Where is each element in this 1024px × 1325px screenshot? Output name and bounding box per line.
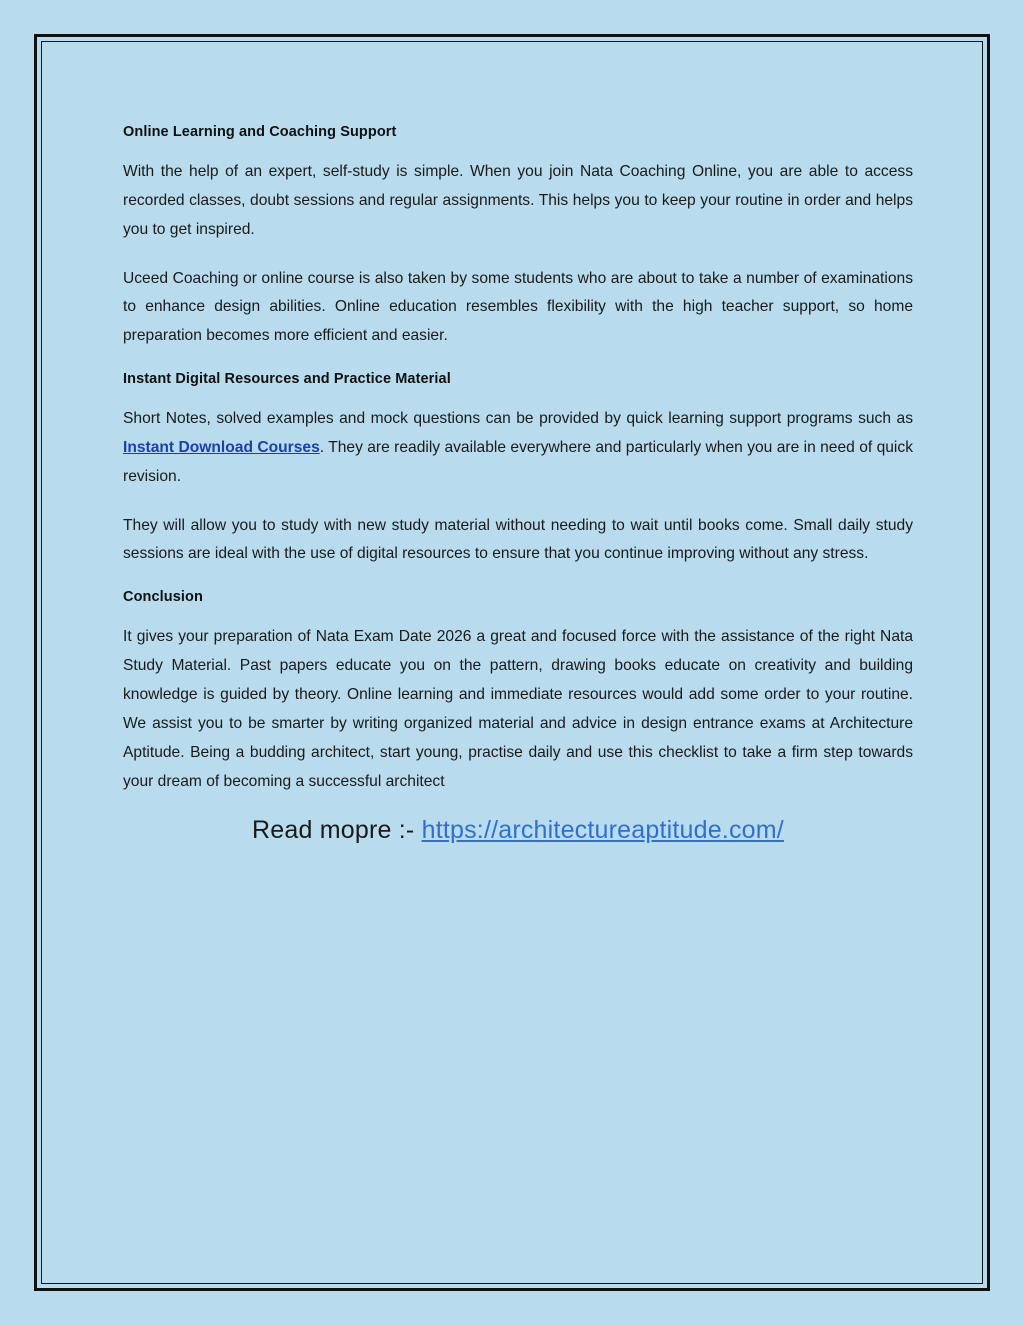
section-heading-conclusion: Conclusion <box>123 589 203 606</box>
paragraph-instant-resources-1 <box>123 405 913 492</box>
section-heading-instant-digital-resources: Instant Digital Resources and Practice Material <box>123 371 451 388</box>
architectureaptitude-url-link[interactable]: https://architectureaptitude.com/ <box>421 816 784 845</box>
document-page <box>34 34 990 1291</box>
instant-download-courses-link[interactable]: Instant Download Courses <box>123 438 320 456</box>
section-heading-online-learning: Online Learning and Coaching Support <box>123 124 397 140</box>
paragraph-text-before-link: Short Notes, solved examples and mock questions can be provided by quick learning support programs such as <box>123 410 913 428</box>
document-content <box>123 124 913 845</box>
paragraph-text-after-link: . They are readily available everywhere and particularly when you are in need of quick revision. <box>123 438 913 485</box>
paragraph-instant-resources-2: They will allow you to study with new study material without needing to wait until books come. Small daily study sessions are ideal with the use of digital resources to ensure that you continue improving without any stress. <box>123 516 913 563</box>
read-more-line <box>123 816 913 845</box>
paragraph-conclusion-1: It gives your preparation of Nata Exam Date 2026 a great and focused force with the assistance of the right Nata Study Material. Past papers educate you on the pattern, drawing books educate on creativity and building knowledge is guided by theory. Online learning and immediate resources would add some order to your routine. We assist you to be smarter by writing organized material and advice in design entrance exams at Architecture Aptitude. Being a budding architect, start young, practise daily and use this checklist to take a firm step towards your dream of becoming a successful architect <box>123 628 913 790</box>
paragraph-online-learning-1: With the help of an expert, self-study is simple. When you join Nata Coaching Online, you are able to access recorded classes, doubt sessions and regular assignments. This helps you to keep your routine in order and helps you to get inspired. <box>123 163 913 238</box>
paragraph-online-learning-2: Uceed Coaching or online course is also taken by some students who are about to take a number of examinations to enhance design abilities. Online education resembles flexibility with the high teacher support, so home preparation becomes more efficient and easier. <box>123 269 913 345</box>
read-more-label: Read mopre :- <box>252 816 422 845</box>
document-page-border-inner <box>41 41 983 1284</box>
